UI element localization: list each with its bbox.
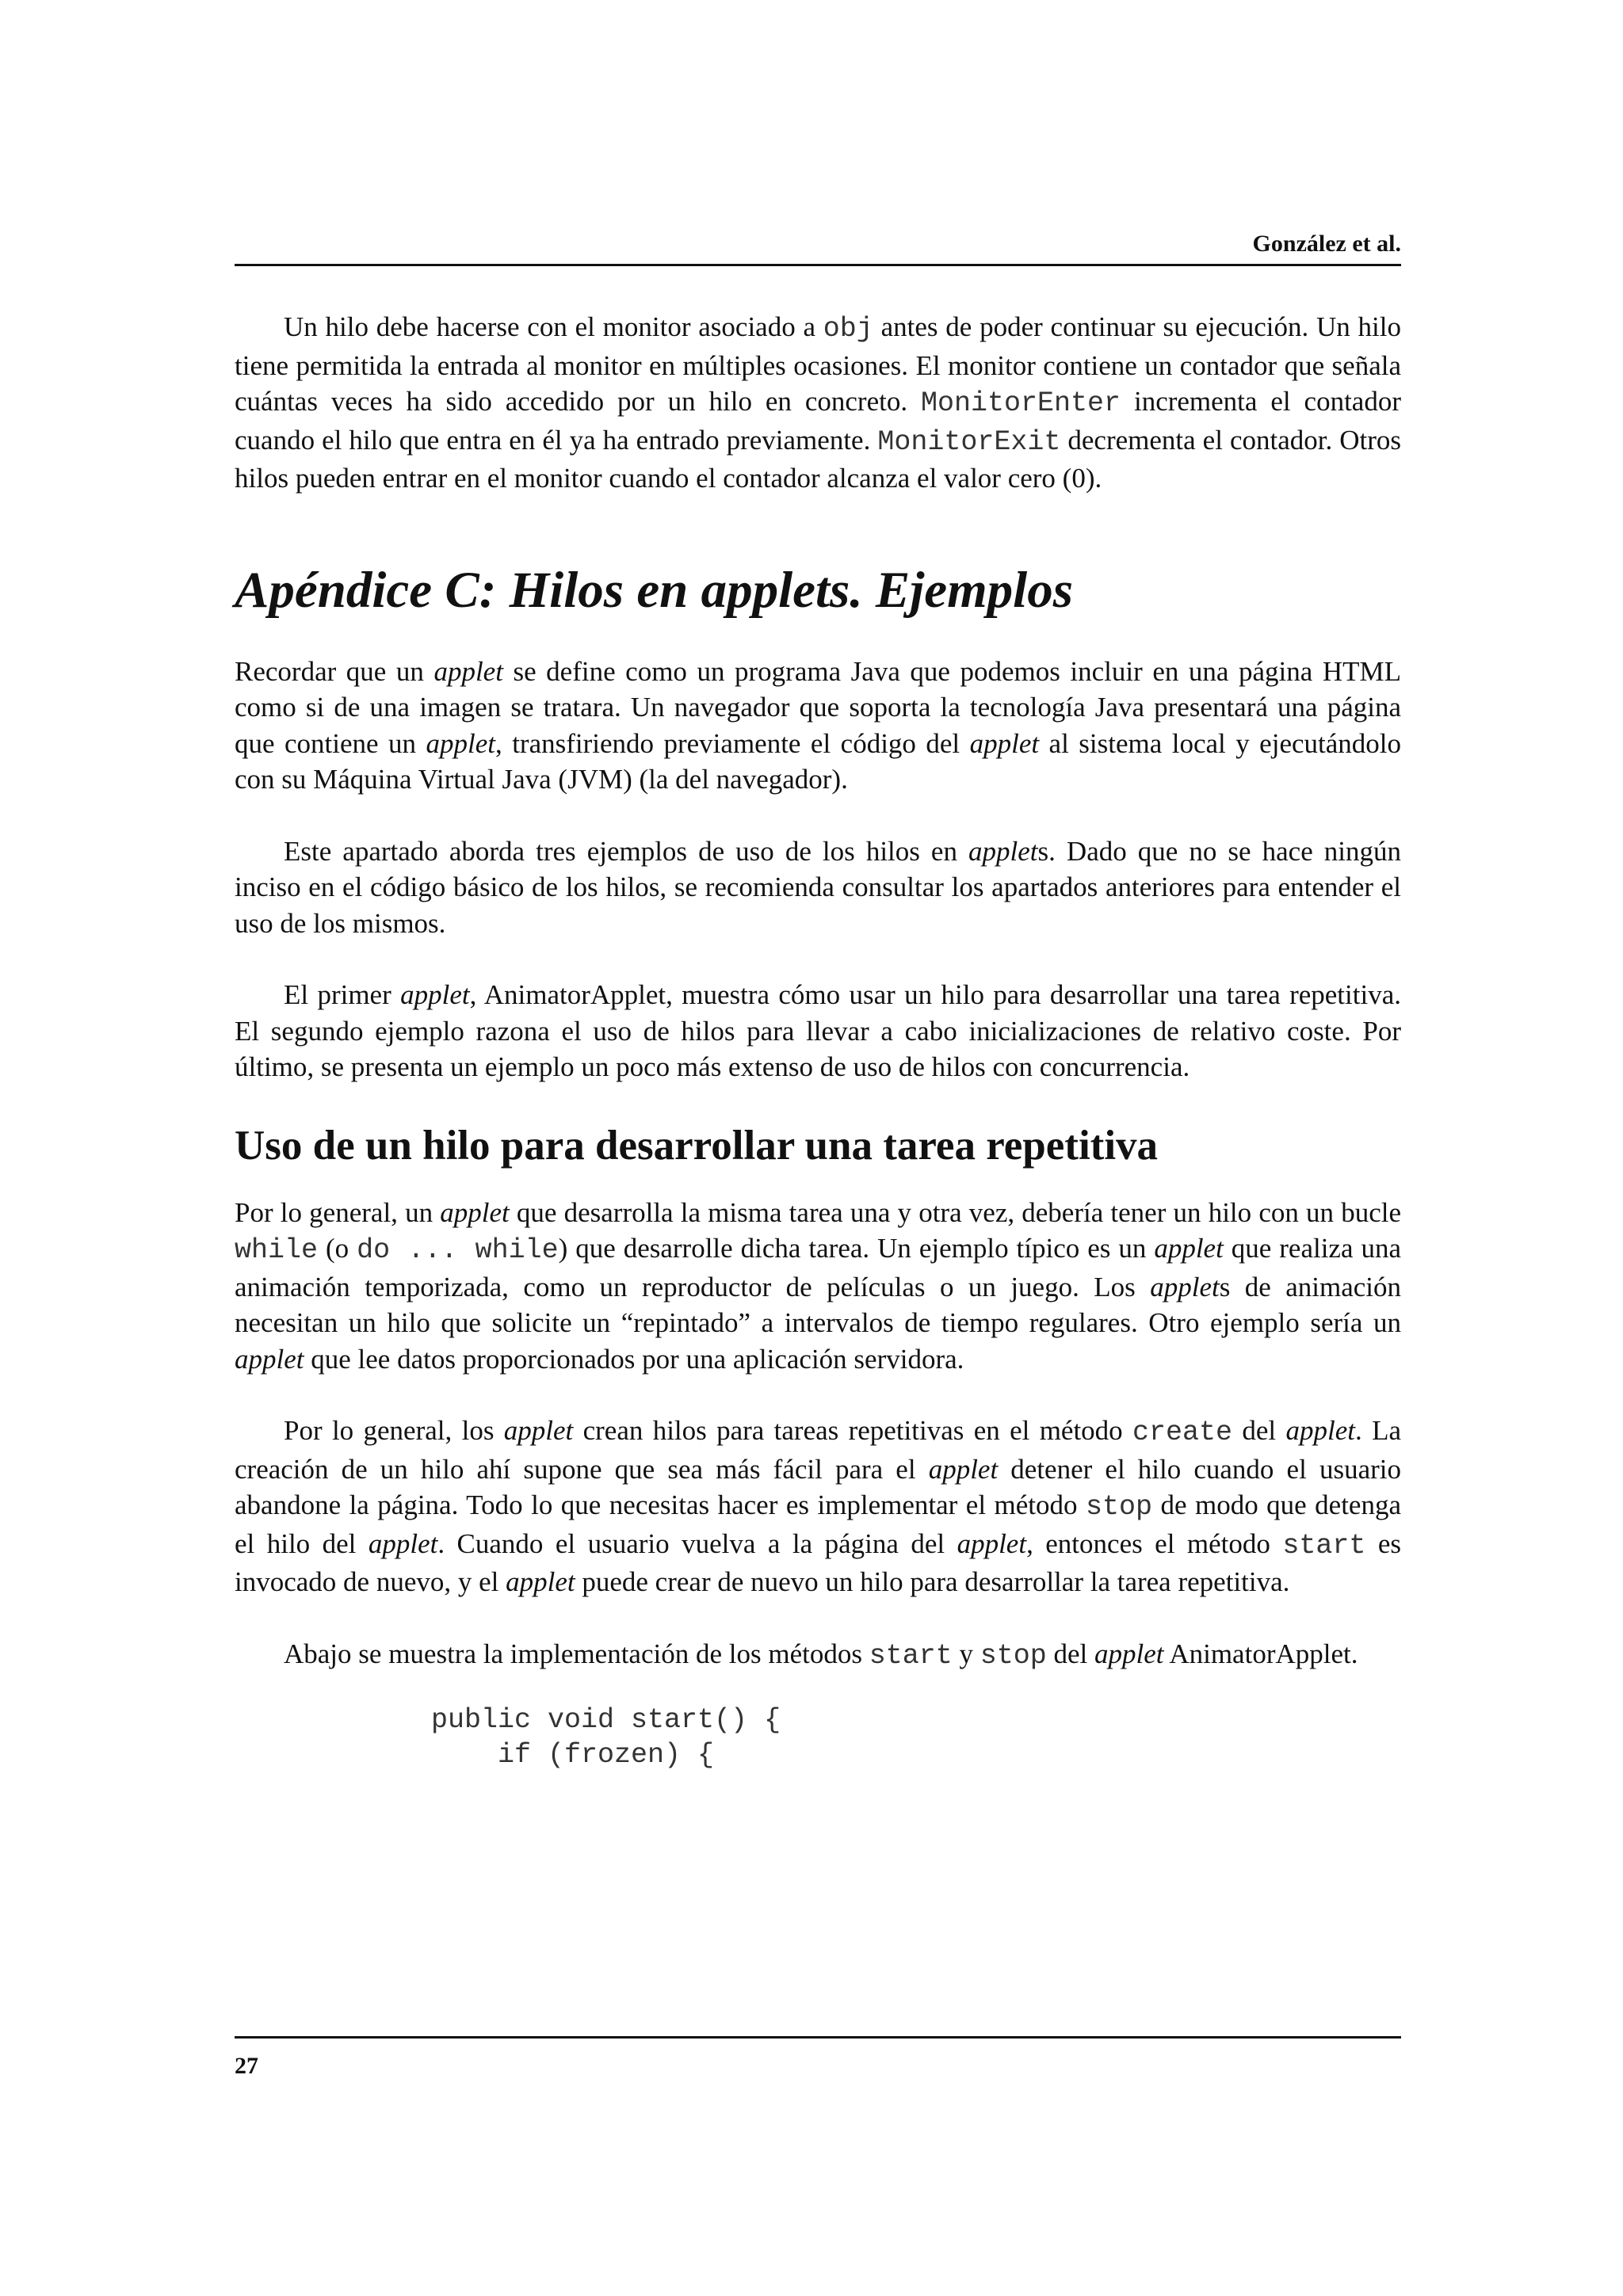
text-run: AnimatorApplet.: [1163, 1638, 1358, 1669]
emphasis: applet: [1094, 1638, 1164, 1669]
text-run: . La creación de un hilo ahí supone que sea más fácil para el: [235, 1415, 1401, 1485]
emphasis: applet: [235, 1343, 304, 1375]
paragraph-repetitive-task: [235, 1195, 1401, 1378]
text-run: detener el hilo cuando el usuario abandone la página. Todo lo que necesitas hacer es implementar el método: [235, 1453, 1401, 1520]
text-run: crean hilos para tareas repetitivas en el método: [573, 1415, 1133, 1446]
text-run: del: [1046, 1638, 1095, 1669]
emphasis: applet: [426, 727, 495, 759]
text-run: decrementa el contador. Otros hilos pueden entrar en el monitor cuando el contador alcanza el valor cero (0).: [235, 424, 1401, 494]
emphasis: applet: [440, 1196, 510, 1228]
code-stop: stop: [1085, 1491, 1152, 1523]
text-run: , AnimatorApplet, muestra cómo usar un hilo para desarrollar una tarea repetitiva. El segundo ejemplo razona el uso de hilos para llevar a cabo inicializaciones de relativo coste. Por último, se presenta un ejemplo un poco más extenso de uso de hilos con concurrencia.: [235, 979, 1401, 1082]
text-run: antes de poder continuar su ejecución. Un hilo tiene permitida la entrada al monitor en múltiples ocasiones. El monitor contiene un contador que señala cuántas veces ha sido accedido por un hilo en concreto.: [235, 311, 1402, 417]
emphasis: applet: [1285, 1415, 1355, 1446]
text-run: Abajo se muestra la implementación de los métodos: [284, 1638, 869, 1669]
code-stop: stop: [980, 1639, 1047, 1672]
text-run: , transfiriendo previamente el código del: [495, 727, 970, 759]
emphasis: applet: [968, 835, 1038, 867]
text-run: al sistema local y ejecutándolo con su Máquina Virtual Java (JVM) (la del navegador).: [235, 727, 1401, 795]
text-run: puede crear de nuevo un hilo para desarrollar la tarea repetitiva.: [575, 1566, 1290, 1597]
text-run: que lee datos proporcionados por una aplicación servidora.: [304, 1343, 964, 1375]
text-run: y: [952, 1638, 980, 1669]
intro-paragraph: [235, 309, 1401, 497]
emphasis: applet: [957, 1527, 1027, 1559]
text-run: (o: [318, 1233, 357, 1264]
paragraph-applet-definition: [235, 654, 1401, 798]
emphasis: applet: [506, 1566, 575, 1597]
code-line: public void start() {: [431, 1704, 781, 1736]
code-start: start: [869, 1639, 953, 1672]
emphasis: applet: [433, 655, 503, 687]
text-run: ) que desarrolle dicha tarea. Un ejemplo típico es un: [558, 1233, 1155, 1264]
text-run: s de animación necesitan un hilo que solicite un “repintado” a intervalos de tiempo regulares. Otro ejemplo sería un: [235, 1271, 1402, 1338]
text-run: de modo que detenga el hilo del: [235, 1489, 1402, 1559]
code-monitor-exit: MonitorExit: [877, 425, 1061, 458]
text-run: . Cuando el usuario vuelva a la página del: [437, 1527, 957, 1559]
page-body: [235, 309, 1401, 1772]
emphasis: applet: [400, 979, 470, 1010]
text-run: El primer: [284, 979, 401, 1010]
text-run: que desarrolla la misma tarea una y otra vez, debería tener un hilo con un bucle: [509, 1196, 1401, 1228]
emphasis: applet: [368, 1527, 438, 1559]
text-run: Un hilo debe hacerse con el monitor asociado a: [284, 311, 823, 342]
emphasis: applet: [1150, 1271, 1220, 1302]
text-run: , entonces el método: [1026, 1527, 1283, 1559]
document-page: [235, 0, 1401, 2296]
emphasis: applet: [1154, 1233, 1224, 1264]
text-run: Recordar que un: [235, 655, 434, 687]
page-number: 27: [235, 2053, 258, 2079]
paragraph-first-applet: [235, 977, 1401, 1085]
text-run: se define como un programa Java que podemos incluir en una página HTML como si de una imagen se tratara. Un navegador que soporta la tecnología Java presentará una página que contiene un: [235, 655, 1401, 759]
text-run: incrementa el contador cuando el hilo que entra en él ya ha entrado previamente.: [235, 386, 1401, 456]
text-run: Este apartado aborda tres ejemplos de uso de los hilos en: [284, 835, 969, 867]
header-rule: [235, 264, 1401, 266]
code-start: start: [1282, 1529, 1366, 1562]
text-run: del: [1232, 1415, 1286, 1446]
running-head: González et al.: [1252, 231, 1401, 257]
code-obj: obj: [823, 313, 873, 345]
paragraph-implementation: [235, 1636, 1401, 1675]
emphasis: applet: [969, 727, 1040, 759]
code-while: while: [235, 1234, 319, 1266]
code-line: if (frozen) {: [431, 1739, 715, 1771]
code-do-while: do ... while: [357, 1234, 559, 1266]
text-run: Por lo general, un: [235, 1196, 441, 1228]
paragraph-create-method: [235, 1413, 1401, 1600]
emphasis: applet: [503, 1415, 574, 1446]
appendix-title: Apéndice C: Hilos en applets. Ejemplos: [235, 561, 1074, 619]
code-monitor-enter: MonitorEnter: [921, 387, 1121, 419]
text-run: que realiza una animación temporizada, como un reproductor de películas o un juego. Los: [235, 1233, 1401, 1302]
paragraph-three-examples: [235, 833, 1401, 942]
section-title: Uso de un hilo para desarrollar una tarea repetitiva: [235, 1122, 1159, 1169]
text-run: es invocado de nuevo, y el: [235, 1527, 1402, 1597]
text-run: Por lo general, los: [284, 1415, 504, 1446]
footer-rule: [235, 2036, 1401, 2039]
emphasis: applet: [928, 1453, 999, 1485]
code-block: [235, 1703, 1401, 1772]
text-run: s. Dado que no se hace ningún inciso en el código básico de los hilos, se recomienda consultar los apartados anteriores para entender el uso de los mismos.: [235, 835, 1401, 939]
code-create: create: [1132, 1417, 1233, 1448]
